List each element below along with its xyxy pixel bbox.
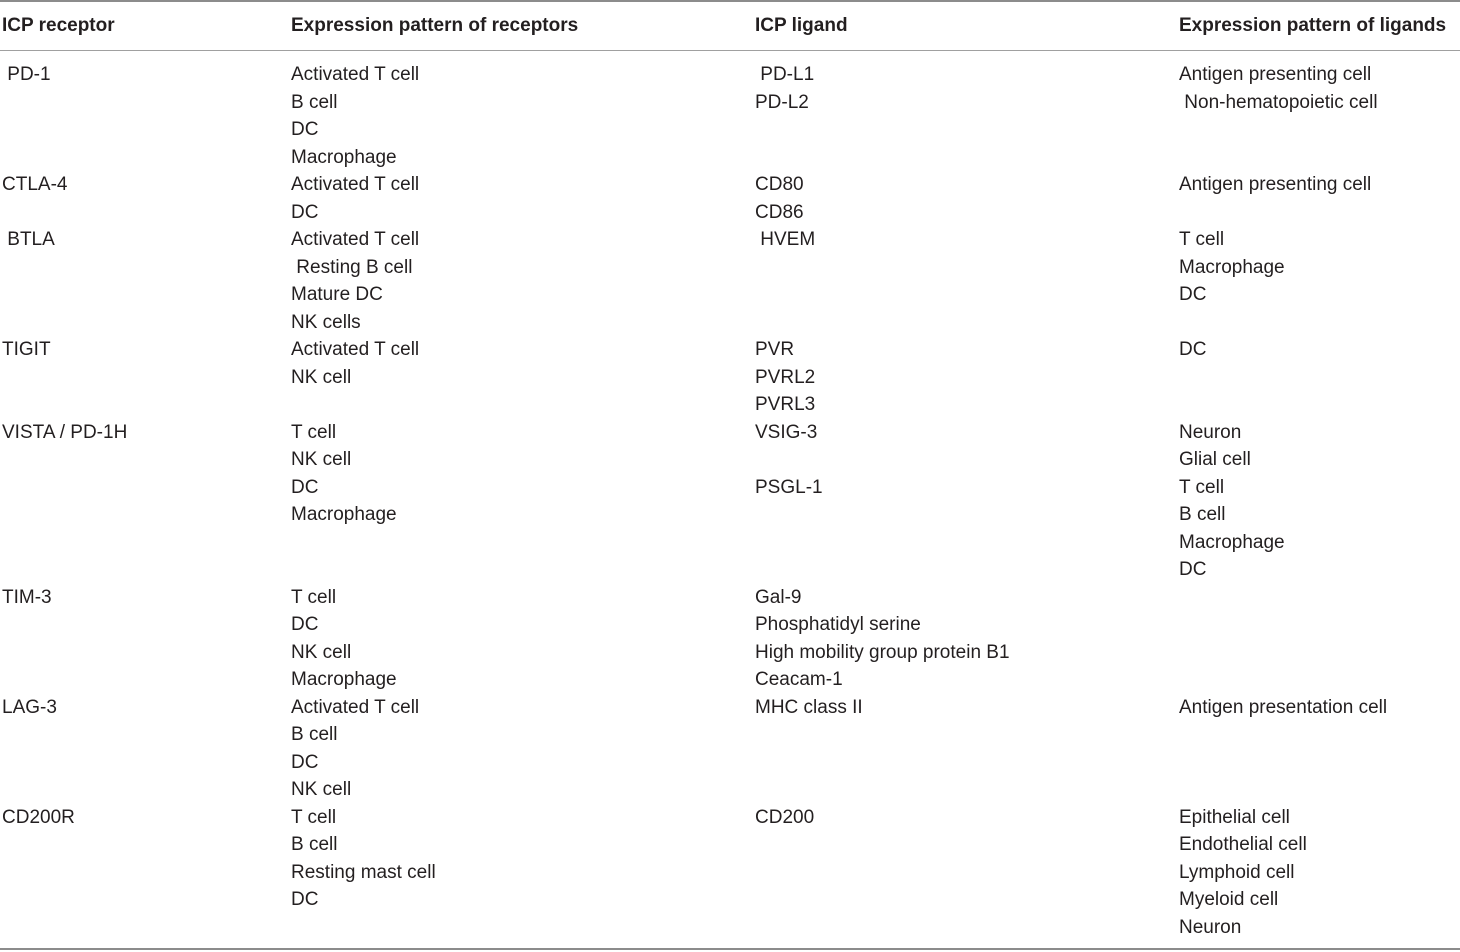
receptor-cell <box>2 419 127 447</box>
table-row <box>0 694 1460 804</box>
ligand-cell-line: High mobility group protein B1 <box>755 641 1010 663</box>
receptor-expression-cell-line: T cell <box>291 806 337 828</box>
receptor-expression-cell-line: Macrophage <box>291 146 397 168</box>
ligand-expression-cell-line: DC <box>1179 339 1207 360</box>
table-body <box>0 61 1460 941</box>
ligand-expression-cell-line: Macrophage <box>1179 256 1285 278</box>
ligand-cell-line: PVRL2 <box>755 366 816 388</box>
table-row <box>0 226 1460 336</box>
ligand-expression-cell-line: Neuron <box>1179 421 1242 443</box>
receptor-cell <box>2 694 57 722</box>
receptor-cell-text: CD200R <box>2 806 75 828</box>
ligand-cell <box>755 584 1010 694</box>
table-bottom-rule <box>0 948 1460 950</box>
ligand-cell-line: PVR <box>755 339 795 360</box>
receptor-cell-text: TIM-3 <box>2 586 52 608</box>
receptor-cell <box>2 584 52 612</box>
ligand-cell-line: Phosphatidyl serine <box>755 614 921 635</box>
ligand-expression-cell-line: T cell <box>1179 229 1225 250</box>
header-receptor-expression: Expression pattern of receptors <box>291 15 579 36</box>
receptor-expression-cell-line: Activated T cell <box>291 339 420 360</box>
receptor-expression-cell-line: DC <box>291 889 319 910</box>
receptor-expression-cell-line: NK cells <box>291 311 361 333</box>
ligand-expression-cell-line: DC <box>1179 559 1207 580</box>
receptor-cell <box>2 336 51 364</box>
receptor-expression-cell-line: DC <box>291 751 319 773</box>
ligand-cell-line: MHC class II <box>755 696 863 718</box>
receptor-expression-cell-line: NK cell <box>291 779 352 800</box>
ligand-expression-cell <box>1179 171 1371 199</box>
ligand-expression-cell-line: DC <box>1179 284 1207 305</box>
receptor-expression-cell-line: DC <box>291 476 319 498</box>
receptor-expression-cell <box>291 804 436 914</box>
ligand-expression-cell <box>1179 694 1387 722</box>
ligand-expression-cell-line: T cell <box>1179 476 1225 498</box>
receptor-expression-cell-line: NK cell <box>291 641 352 663</box>
ligand-expression-cell-line: Endothelial cell <box>1179 834 1307 855</box>
table-row <box>0 336 1460 419</box>
ligand-expression-cell-line: Antigen presenting cell <box>1179 64 1372 85</box>
receptor-cell-text: CTLA-4 <box>2 174 68 195</box>
ligand-cell-line: Gal-9 <box>755 586 802 608</box>
ligand-cell <box>755 336 815 419</box>
ligand-expression-cell-line: Lymphoid cell <box>1179 861 1295 883</box>
ligand-expression-cell-line: Antigen presenting cell <box>1179 174 1372 195</box>
ligand-cell-line: HVEM <box>755 229 816 250</box>
ligand-cell <box>755 171 804 226</box>
receptor-expression-cell <box>291 61 419 171</box>
ligand-expression-cell-line: Glial cell <box>1179 449 1251 470</box>
ligand-expression-cell-line: Epithelial cell <box>1179 806 1290 828</box>
receptor-expression-cell-line: NK cell <box>291 449 352 470</box>
receptor-expression-cell-line: Activated T cell <box>291 229 420 250</box>
table-top-rule <box>0 0 1460 2</box>
ligand-cell-line: VSIG-3 <box>755 421 818 443</box>
ligand-expression-cell-line: Macrophage <box>1179 531 1285 553</box>
ligand-cell-line: Ceacam-1 <box>755 669 843 690</box>
receptor-expression-cell-line: T cell <box>291 586 337 608</box>
header-ligand-expression: Expression pattern of ligands <box>1179 15 1447 36</box>
ligand-expression-cell-line: Non-hematopoietic cell <box>1179 91 1378 113</box>
receptor-expression-cell-line: Mature DC <box>291 284 383 305</box>
receptor-expression-cell-line: NK cell <box>291 366 352 388</box>
table-row <box>0 171 1460 226</box>
header-icp-ligand: ICP ligand <box>755 15 848 36</box>
receptor-expression-cell-line: Macrophage <box>291 504 397 525</box>
ligand-cell-line: CD80 <box>755 174 804 195</box>
receptor-cell-text: LAG-3 <box>2 696 57 718</box>
ligand-expression-cell <box>1179 61 1378 116</box>
receptor-expression-cell-line: Macrophage <box>291 669 397 690</box>
ligand-cell-line: PD-L2 <box>755 91 809 113</box>
receptor-expression-cell-line: B cell <box>291 91 338 113</box>
receptor-expression-cell <box>291 694 419 804</box>
ligand-cell <box>755 226 815 254</box>
ligand-expression-cell-line: Antigen presentation cell <box>1179 696 1388 718</box>
receptor-expression-cell-line: B cell <box>291 724 338 745</box>
receptor-cell-text: PD-1 <box>2 64 51 85</box>
ligand-expression-cell-line: Myeloid cell <box>1179 889 1279 910</box>
receptor-expression-cell-line: DC <box>291 201 319 223</box>
ligand-cell <box>755 61 814 116</box>
receptor-cell <box>2 61 51 89</box>
ligand-cell <box>755 694 863 722</box>
header-icp-receptor: ICP receptor <box>2 15 115 36</box>
receptor-expression-cell-line: DC <box>291 119 319 140</box>
receptor-expression-cell <box>291 171 419 226</box>
ligand-expression-cell-line: B cell <box>1179 504 1226 525</box>
receptor-cell <box>2 226 55 254</box>
ligand-expression-cell <box>1179 336 1206 364</box>
ligand-expression-cell <box>1179 226 1285 309</box>
ligand-expression-cell <box>1179 804 1307 942</box>
receptor-expression-cell <box>291 419 397 529</box>
ligand-expression-cell-line: Neuron <box>1179 916 1242 938</box>
table-row <box>0 419 1460 584</box>
table-row <box>0 584 1460 694</box>
ligand-cell-line <box>755 446 823 474</box>
table-row <box>0 804 1460 942</box>
receptor-expression-cell-line: Activated T cell <box>291 696 420 718</box>
receptor-cell-text: BTLA <box>2 229 55 250</box>
ligand-cell <box>755 804 814 832</box>
table-row <box>0 61 1460 171</box>
receptor-cell-text: VISTA / PD-1H <box>2 421 128 443</box>
ligand-cell-line: PSGL-1 <box>755 476 823 498</box>
table-header-rule <box>0 50 1460 51</box>
receptor-expression-cell-line: T cell <box>291 421 337 443</box>
receptor-expression-cell-line: Resting mast cell <box>291 861 436 883</box>
receptor-expression-cell <box>291 584 397 694</box>
receptor-cell <box>2 171 67 199</box>
ligand-cell-line: PVRL3 <box>755 394 816 415</box>
receptor-cell <box>2 804 75 832</box>
ligand-cell <box>755 419 823 502</box>
ligand-cell-line: CD200 <box>755 806 815 828</box>
receptor-expression-cell-line: B cell <box>291 834 338 855</box>
receptor-expression-cell <box>291 336 419 391</box>
receptor-expression-cell-line: Activated T cell <box>291 174 420 195</box>
table-header <box>0 12 1460 40</box>
receptor-expression-cell-line: Resting B cell <box>291 256 413 278</box>
receptor-expression-cell-line: Activated T cell <box>291 64 420 85</box>
receptor-expression-cell-line: DC <box>291 614 319 635</box>
receptor-cell-text: TIGIT <box>2 339 51 360</box>
ligand-cell-line: PD-L1 <box>755 64 815 85</box>
ligand-cell-line: CD86 <box>755 201 804 223</box>
ligand-expression-cell <box>1179 419 1285 584</box>
receptor-expression-cell <box>291 226 419 336</box>
